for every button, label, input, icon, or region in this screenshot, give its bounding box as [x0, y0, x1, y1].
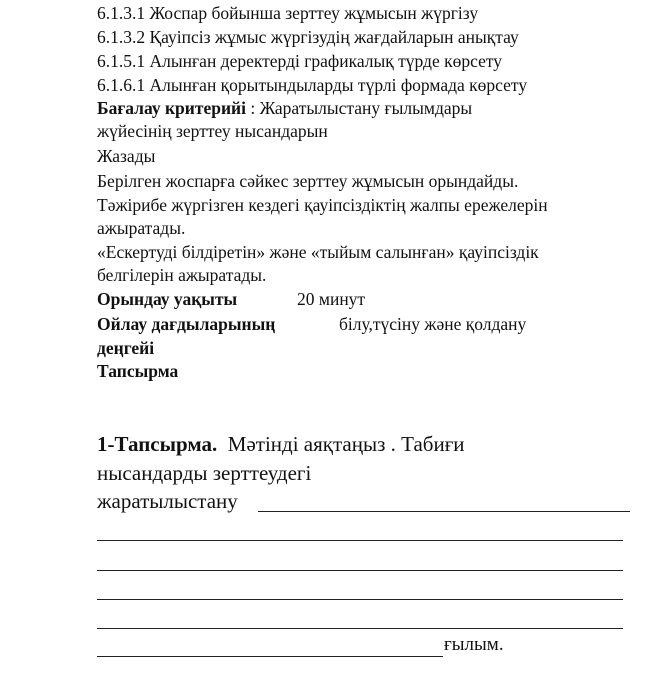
answer-line-5[interactable] — [97, 628, 623, 629]
descriptor-2: Тәжірибе жүргізген кездегі қауіпсіздіктің жалпы ережелерін — [97, 195, 548, 215]
time-value: 20 минут — [297, 289, 366, 309]
task-heading: Тапсырма — [97, 361, 179, 381]
task1-text: Мәтінді аяқтаңыз . Табиғи — [227, 432, 465, 456]
answer-line-3[interactable] — [97, 570, 623, 571]
criteria-line-3: Жазады — [97, 146, 156, 166]
descriptor-1: Берілген жоспарға сәйкес зерттеу жұмысын орындайды. — [97, 171, 519, 191]
criteria-text: : Жаратылыстану ғылымдары — [246, 98, 473, 118]
objective-2: 6.1.3.2 Қауіпсіз жұмыс жүргізудің жағдайларын анықтау — [97, 27, 519, 47]
objective-3: 6.1.5.1 Алынған деректерді графикалық түрде көрсету — [97, 51, 503, 71]
task1-ending: ғылым. — [444, 634, 504, 655]
criteria-line-1 — [97, 97, 472, 119]
task1-label: 1-Тапсырма. — [97, 432, 218, 456]
answer-line-1[interactable] — [258, 511, 630, 512]
task1-line-1 — [97, 431, 465, 457]
criteria-line-2: жүйесінің зерттеу нысандарын — [97, 121, 328, 141]
task1-line-3: жаратылыстану — [97, 489, 238, 513]
descriptor-3: ажыратады. — [97, 218, 186, 238]
answer-line-4[interactable] — [97, 599, 623, 600]
thinking-label: Ойлау дағдыларының — [97, 314, 276, 334]
descriptor-4: «Ескертуді білдіретін» және «тыйым салынған» қауіпсіздік — [97, 242, 539, 262]
objective-1: 6.1.3.1 Жоспар бойынша зерттеу жұмысын жүргізу — [97, 3, 479, 23]
answer-line-6[interactable] — [97, 656, 443, 657]
criteria-label: Бағалау критерийі — [97, 98, 246, 118]
time-label: Орындау уақыты — [97, 289, 238, 309]
task1-line-2: нысандарды зерттеудегі — [97, 461, 312, 485]
descriptor-5: белгілерін ажыратады. — [97, 265, 267, 285]
answer-line-2[interactable] — [97, 540, 623, 541]
thinking-label-2: деңгейі — [97, 338, 155, 358]
thinking-value: білу,түсіну және қолдану — [339, 314, 527, 334]
objective-4: 6.1.6.1 Алынған қорытындыларды түрлі формада көрсету — [97, 75, 528, 95]
